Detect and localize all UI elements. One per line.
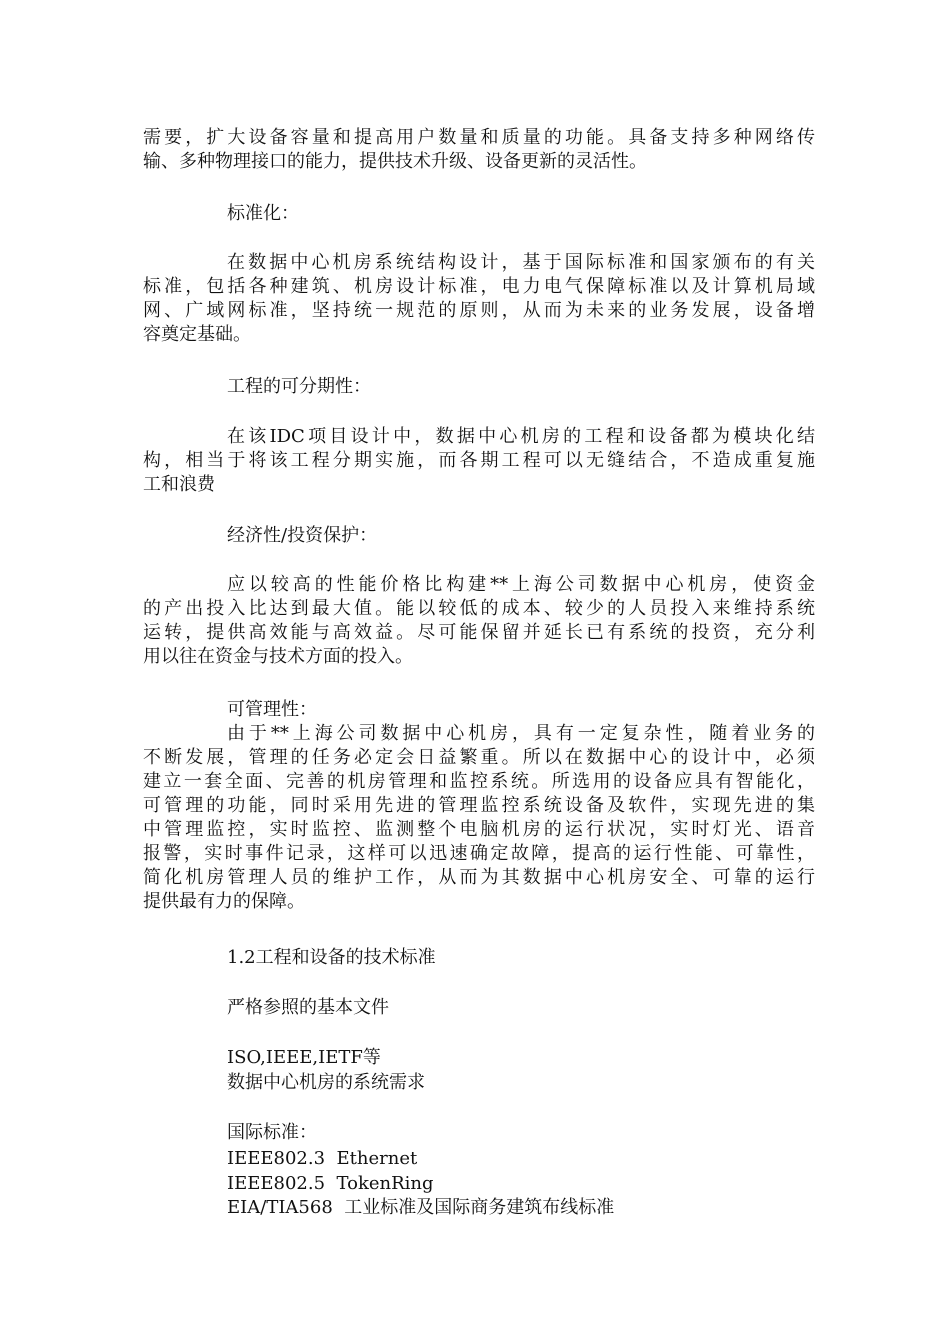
text-line: 运转，提供高效能与高效益。尽可能保留并延长已有系统的投资，充分利 [143, 622, 815, 643]
text-line: 容奠定基础。 [143, 324, 251, 345]
heading-phasing: 工程的可分期性： [227, 376, 371, 397]
text-line: 用以往在资金与技术方面的投入。 [143, 646, 413, 667]
paragraph-economy [143, 573, 815, 669]
text-line: 网、广域网标准，坚持统一规范的原则，从而为未来的业务发展，设备增 [143, 300, 815, 321]
text-line: 不断发展，管理的任务必定会日益繁重。所以在数据中心的设计中，必须 [143, 747, 815, 768]
requirements-line: 数据中心机房的系统需求 [227, 1072, 425, 1093]
text-line: 中管理监控，实时监控、监测整个电脑机房的运行状况，实时灯光、语音 [143, 819, 815, 840]
paragraph-phasing [143, 425, 815, 497]
text-line: 需要，扩大设备容量和提高用户数量和质量的功能。具备支持多种网络传 [143, 127, 815, 148]
text-line: 简化机房管理人员的维护工作，从而为其数据中心机房安全、可靠的运行 [143, 867, 815, 888]
paragraph-manageability [143, 722, 815, 914]
section-title: 1.2工程和设备的技术标准 [227, 947, 436, 968]
text-line: 标准，包括各种建筑、机房设计标准，电力电气保障标准以及计算机局域 [143, 276, 815, 297]
text-line: 构，相当于将该工程分期实施，而各期工程可以无缝结合，不造成重复施 [143, 450, 815, 471]
text-line: 建立一套全面、完善的机房管理和监控系统。所选用的设备应具有智能化， [143, 771, 815, 792]
text-line: 工和浪费 [143, 474, 215, 495]
paragraph-standardization [143, 251, 815, 347]
text-line: 输、多种物理接口的能力，提供技术升级、设备更新的灵活性。 [143, 151, 647, 172]
heading-economy: 经济性/投资保护： [227, 525, 378, 546]
heading-manageability: 可管理性： [227, 699, 317, 720]
text-line: 的产出投入比达到最大值。能以较低的成本、较少的人员投入来维持系统 [143, 598, 815, 619]
organizations-line: ISO,IEEE,IETF等 [227, 1047, 381, 1068]
international-standards-label: 国际标准： [227, 1122, 317, 1143]
basic-files-label: 严格参照的基本文件 [227, 997, 389, 1018]
text-line: 由于**上海公司数据中心机房，具有一定复杂性，随着业务的 [227, 723, 815, 744]
standard-item: IEEE802.3 Ethernet [227, 1148, 418, 1169]
paragraph-flexibility [143, 126, 815, 174]
text-line: 在数据中心机房系统结构设计，基于国际标准和国家颁布的有关 [227, 252, 815, 273]
standard-item: EIA/TIA568 工业标准及国际商务建筑布线标准 [227, 1197, 615, 1218]
heading-standardization: 标准化： [227, 203, 299, 224]
text-line: 提供最有力的保障。 [143, 891, 305, 912]
text-line: 应以较高的性能价格比构建**上海公司数据中心机房，使资金 [227, 574, 815, 595]
text-line: 在该IDC项目设计中，数据中心机房的工程和设备都为模块化结 [227, 426, 815, 447]
text-line: 报警，实时事件记录，这样可以迅速确定故障，提高的运行性能、可靠性， [143, 843, 815, 864]
standard-item: IEEE802.5 TokenRing [227, 1173, 434, 1194]
text-line: 可管理的功能，同时采用先进的管理监控系统设备及软件，实现先进的集 [143, 795, 815, 816]
